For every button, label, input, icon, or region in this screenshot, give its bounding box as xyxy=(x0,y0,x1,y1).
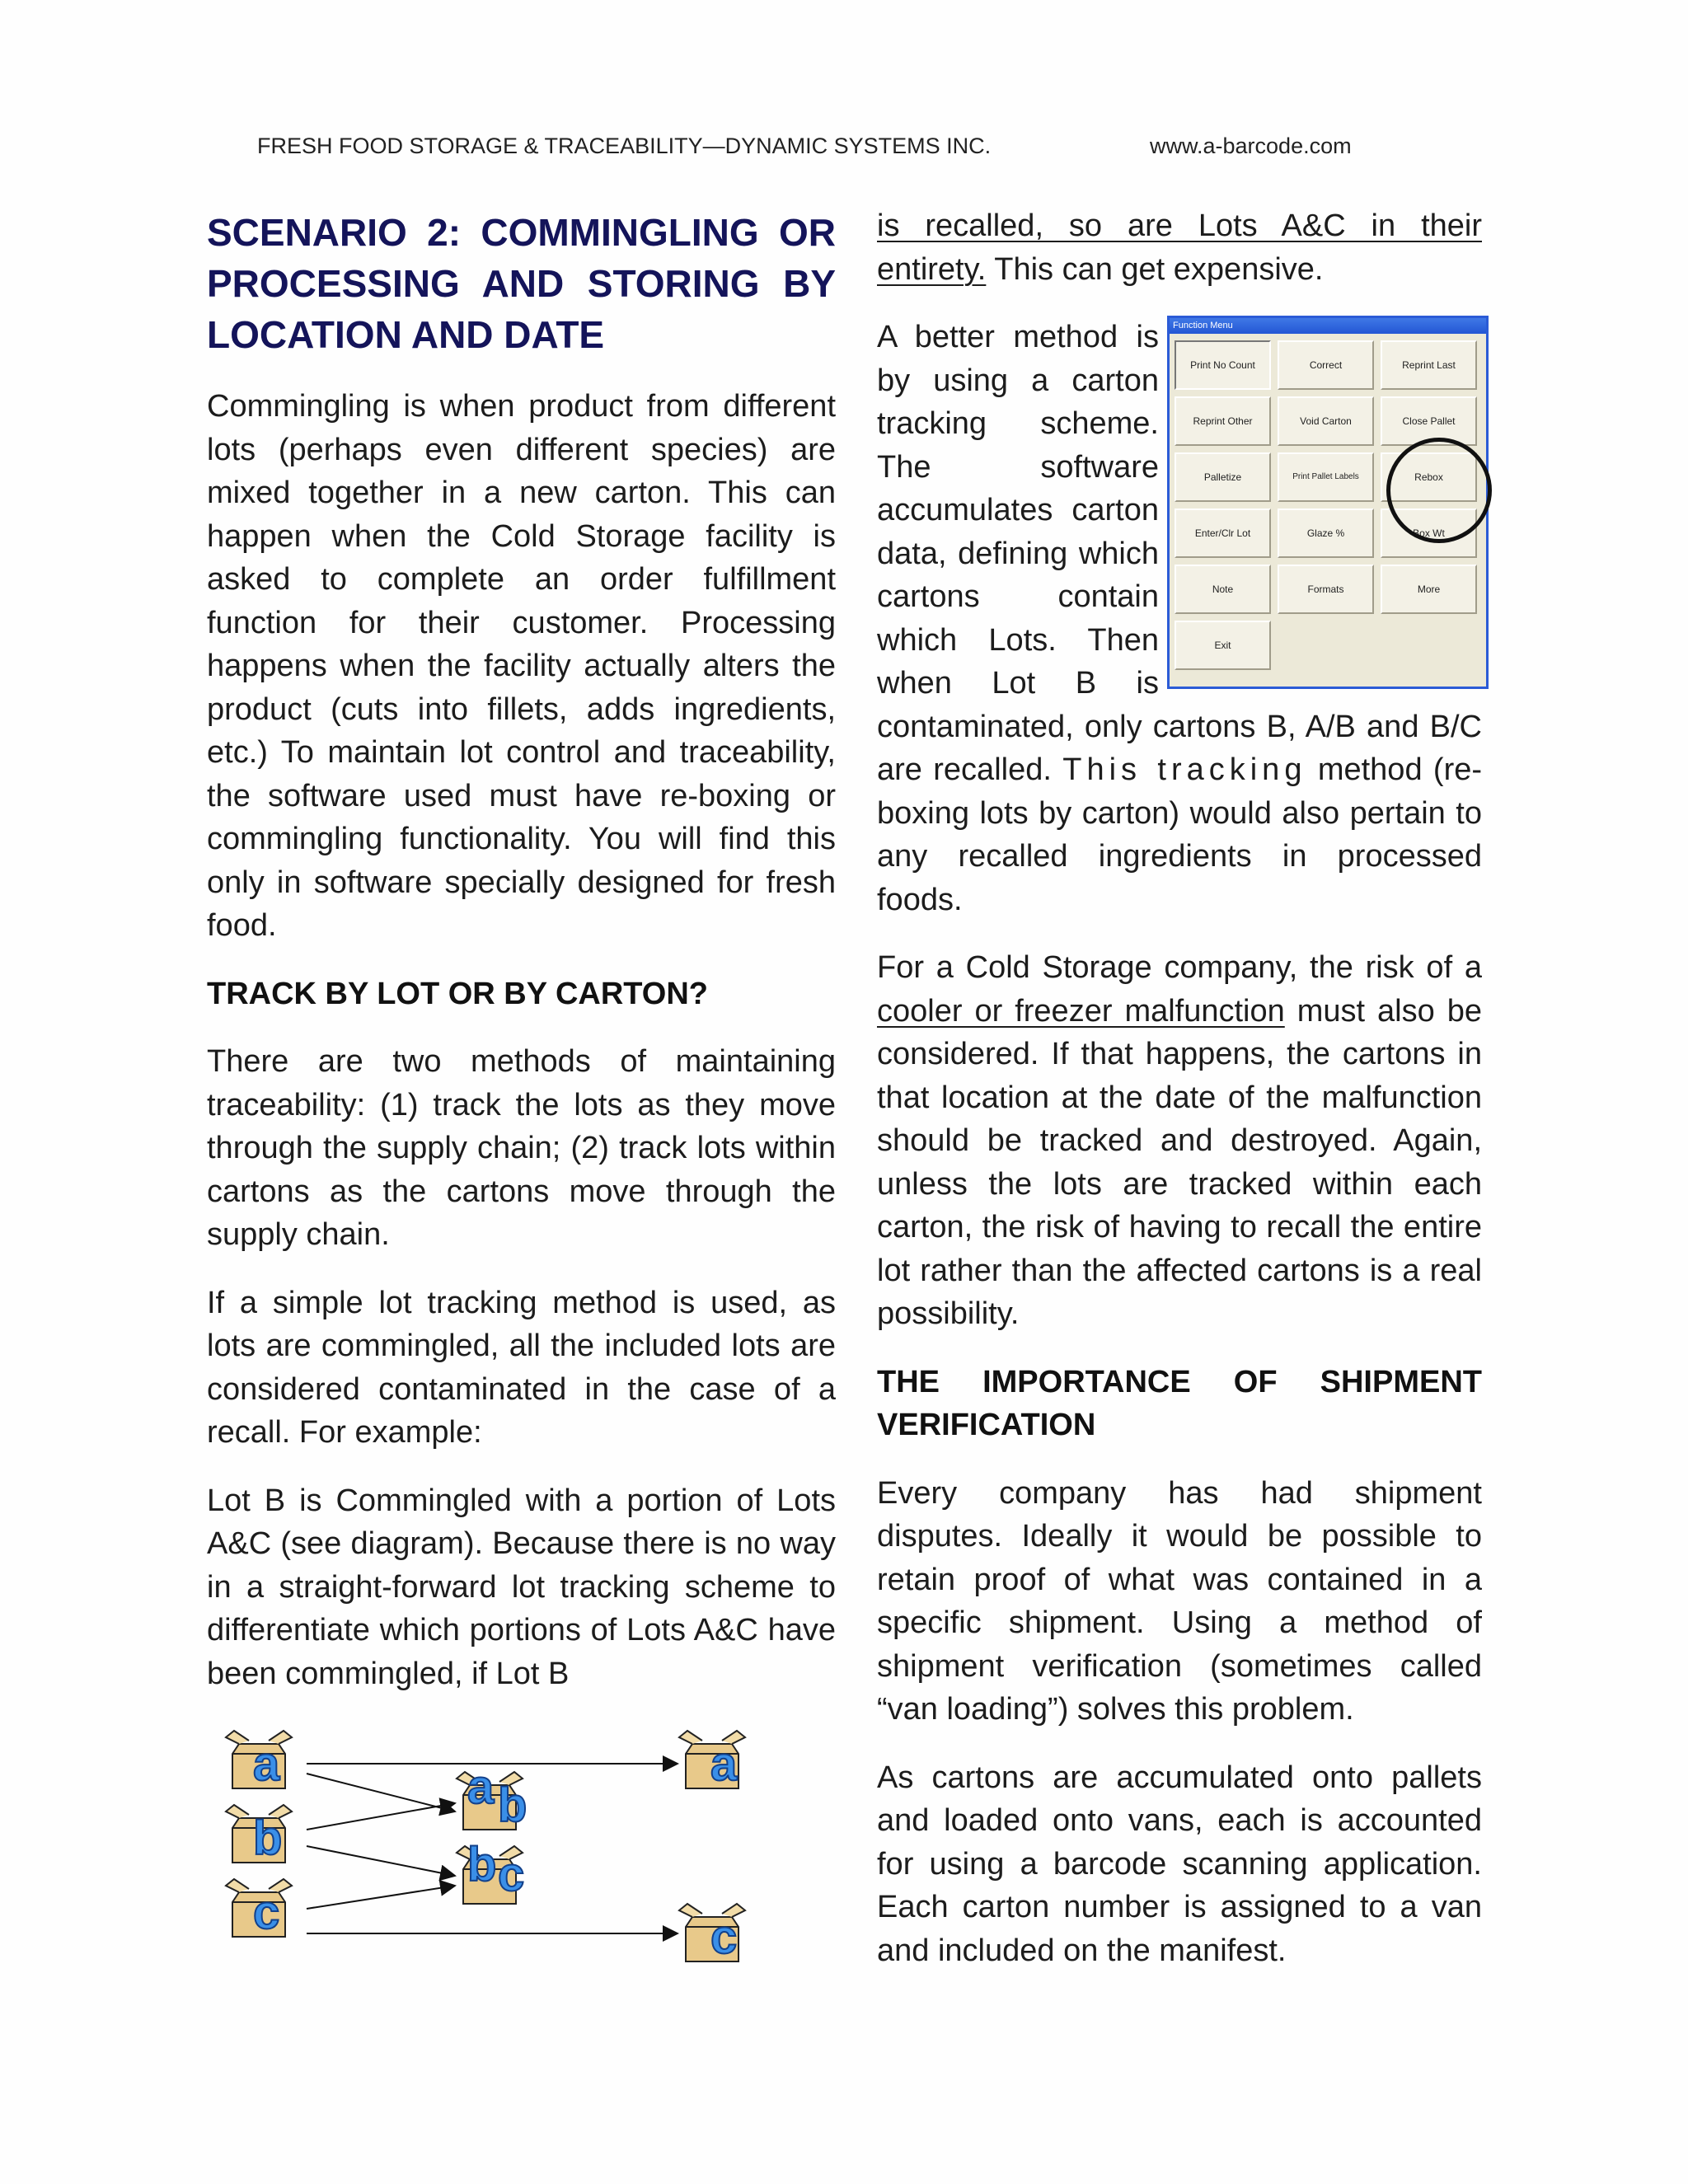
van-loading-paragraph: As cartons are accumulated onto pallets and loaded onto vans, each is accounted for using a barcode scanning application. Each carton number is assigned to a van and included on the manifest. xyxy=(877,1760,1482,1968)
label-c-dest: c xyxy=(710,1910,738,1964)
void-carton-button[interactable]: Void Carton xyxy=(1278,396,1374,446)
label-bc-c: c xyxy=(498,1848,525,1901)
label-c-source: c xyxy=(253,1886,280,1939)
track-heading: TRACK BY LOT OR BY CARTON? xyxy=(207,976,709,1011)
reprint-last-button[interactable]: Reprint Last xyxy=(1381,340,1477,390)
carton-tracking-intro: A better method is by using a carton tracking scheme. The software accumulates carton data, defining which cartons contain which Lots. Then when Lot B is contaminated, only cartons B, A/B and B/C are recalled. xyxy=(877,320,1482,787)
recall-rest-text: This can get expensive. xyxy=(994,251,1324,287)
left-column xyxy=(207,204,836,1720)
enter-clr-lot-button[interactable]: Enter/Clr Lot xyxy=(1175,509,1271,558)
label-b-source: b xyxy=(253,1811,283,1865)
recall-underlined-text: is recalled, so are Lots A&C in their entirety. xyxy=(877,209,1482,287)
carton-tracking-end: method (re-boxing lots by carton) would also pertain to any recalled ingredients in processed foods. xyxy=(877,752,1483,917)
formats-button[interactable]: Formats xyxy=(1278,565,1374,614)
label-bc-b: b xyxy=(467,1838,497,1891)
cold-storage-start: For a Cold Storage company, the risk of a xyxy=(877,950,1482,985)
note-button[interactable]: Note xyxy=(1175,565,1271,614)
shipment-verification-heading: THE IMPORTANCE OF SHIPMENT VERIFICATION xyxy=(877,1364,1482,1442)
methods-paragraph: There are two methods of maintaining traceability: (1) track the lots as they move through the supply chain; (2) track lots within cartons as the cartons move through the supply chain. xyxy=(207,1044,836,1252)
function-menu-window-float xyxy=(1167,316,1489,689)
label-ab-b: b xyxy=(498,1779,528,1832)
function-menu-window xyxy=(1167,316,1489,689)
rebox-button[interactable]: Rebox xyxy=(1381,452,1477,502)
exit-button[interactable]: Exit xyxy=(1175,621,1271,670)
print-pallet-labels-button[interactable]: Print Pallet Labels xyxy=(1278,452,1374,502)
carton-tracking-spaced: This tracking xyxy=(1062,752,1307,787)
cold-storage-end: must also be considered. If that happens, the cartons in that location at the date of the malfunction should be tracked and destroyed. Again, unless the lots are tracked within each carton, the risk of having to recall the entire lot rather than the affected cartons is a real possibility. xyxy=(877,993,1482,1331)
commingling-paragraph: Commingling is when product from different lots (perhaps even different species) are mixed together in a new carton. This can happen when the Cold Storage facility is asked to complete an order fulfillment function for their customer. Processing happens when the facility actually alters the product (cuts into fillets, adds ingredients, etc.) To maintain lot control and traceability, the software used must have re-boxing or commingling functionality. You will find this only in software specially designed for fresh food. xyxy=(207,389,836,943)
carton-tracking-paragraph xyxy=(877,316,1482,921)
function-menu-title: Function Menu xyxy=(1170,318,1486,334)
rebox-highlight-circle xyxy=(1386,438,1492,543)
lot-b-paragraph: Lot B is Commingled with a portion of Lots A&C (see diagram). Because there is no way in a straight-forward lot tracking scheme to differentiate which portions of Lots A&C have been commingled, if Lot B xyxy=(207,1483,836,1691)
more-button[interactable]: More xyxy=(1381,565,1477,614)
palletize-button[interactable]: Palletize xyxy=(1175,452,1271,502)
print-no-count-button[interactable]: Print No Count xyxy=(1175,340,1271,390)
scenario-heading: SCENARIO 2: COMMINGLING OR PROCESSING AND STORING BY LOCATION AND DATE xyxy=(207,211,836,356)
shipment-disputes-paragraph: Every company has had shipment disputes. Ideally it would be possible to retain proof of what was contained in a specific shipment. Using a method of shipment verification (sometimes called “van loading”) solves this problem. xyxy=(877,1475,1482,1727)
reprint-other-button[interactable]: Reprint Other xyxy=(1175,396,1271,446)
commingling-diagram xyxy=(216,1721,793,1976)
malfunction-underlined-text: cooler or freezer malfunction xyxy=(877,993,1285,1029)
right-column xyxy=(877,204,1482,1997)
correct-button[interactable]: Correct xyxy=(1278,340,1374,390)
simple-lot-paragraph: If a simple lot tracking method is used, as lots are commingled, all the included lots are considered contaminated in the case of a recall. For example: xyxy=(207,1285,836,1450)
label-a-source: a xyxy=(253,1737,280,1791)
label-ab-a: a xyxy=(467,1760,495,1814)
glaze-percent-button[interactable]: Glaze % xyxy=(1278,509,1374,558)
header-website: www.a-barcode.com xyxy=(1150,134,1352,158)
cold-storage-paragraph xyxy=(877,946,1482,1336)
close-pallet-button[interactable]: Close Pallet xyxy=(1381,396,1477,446)
box-wt-button[interactable]: Box Wt xyxy=(1381,509,1477,558)
label-a-dest: a xyxy=(710,1737,738,1791)
header-title: FRESH FOOD STORAGE & TRACEABILITY—DYNAMIC SYSTEMS INC. xyxy=(257,134,992,158)
recall-paragraph xyxy=(877,204,1482,291)
